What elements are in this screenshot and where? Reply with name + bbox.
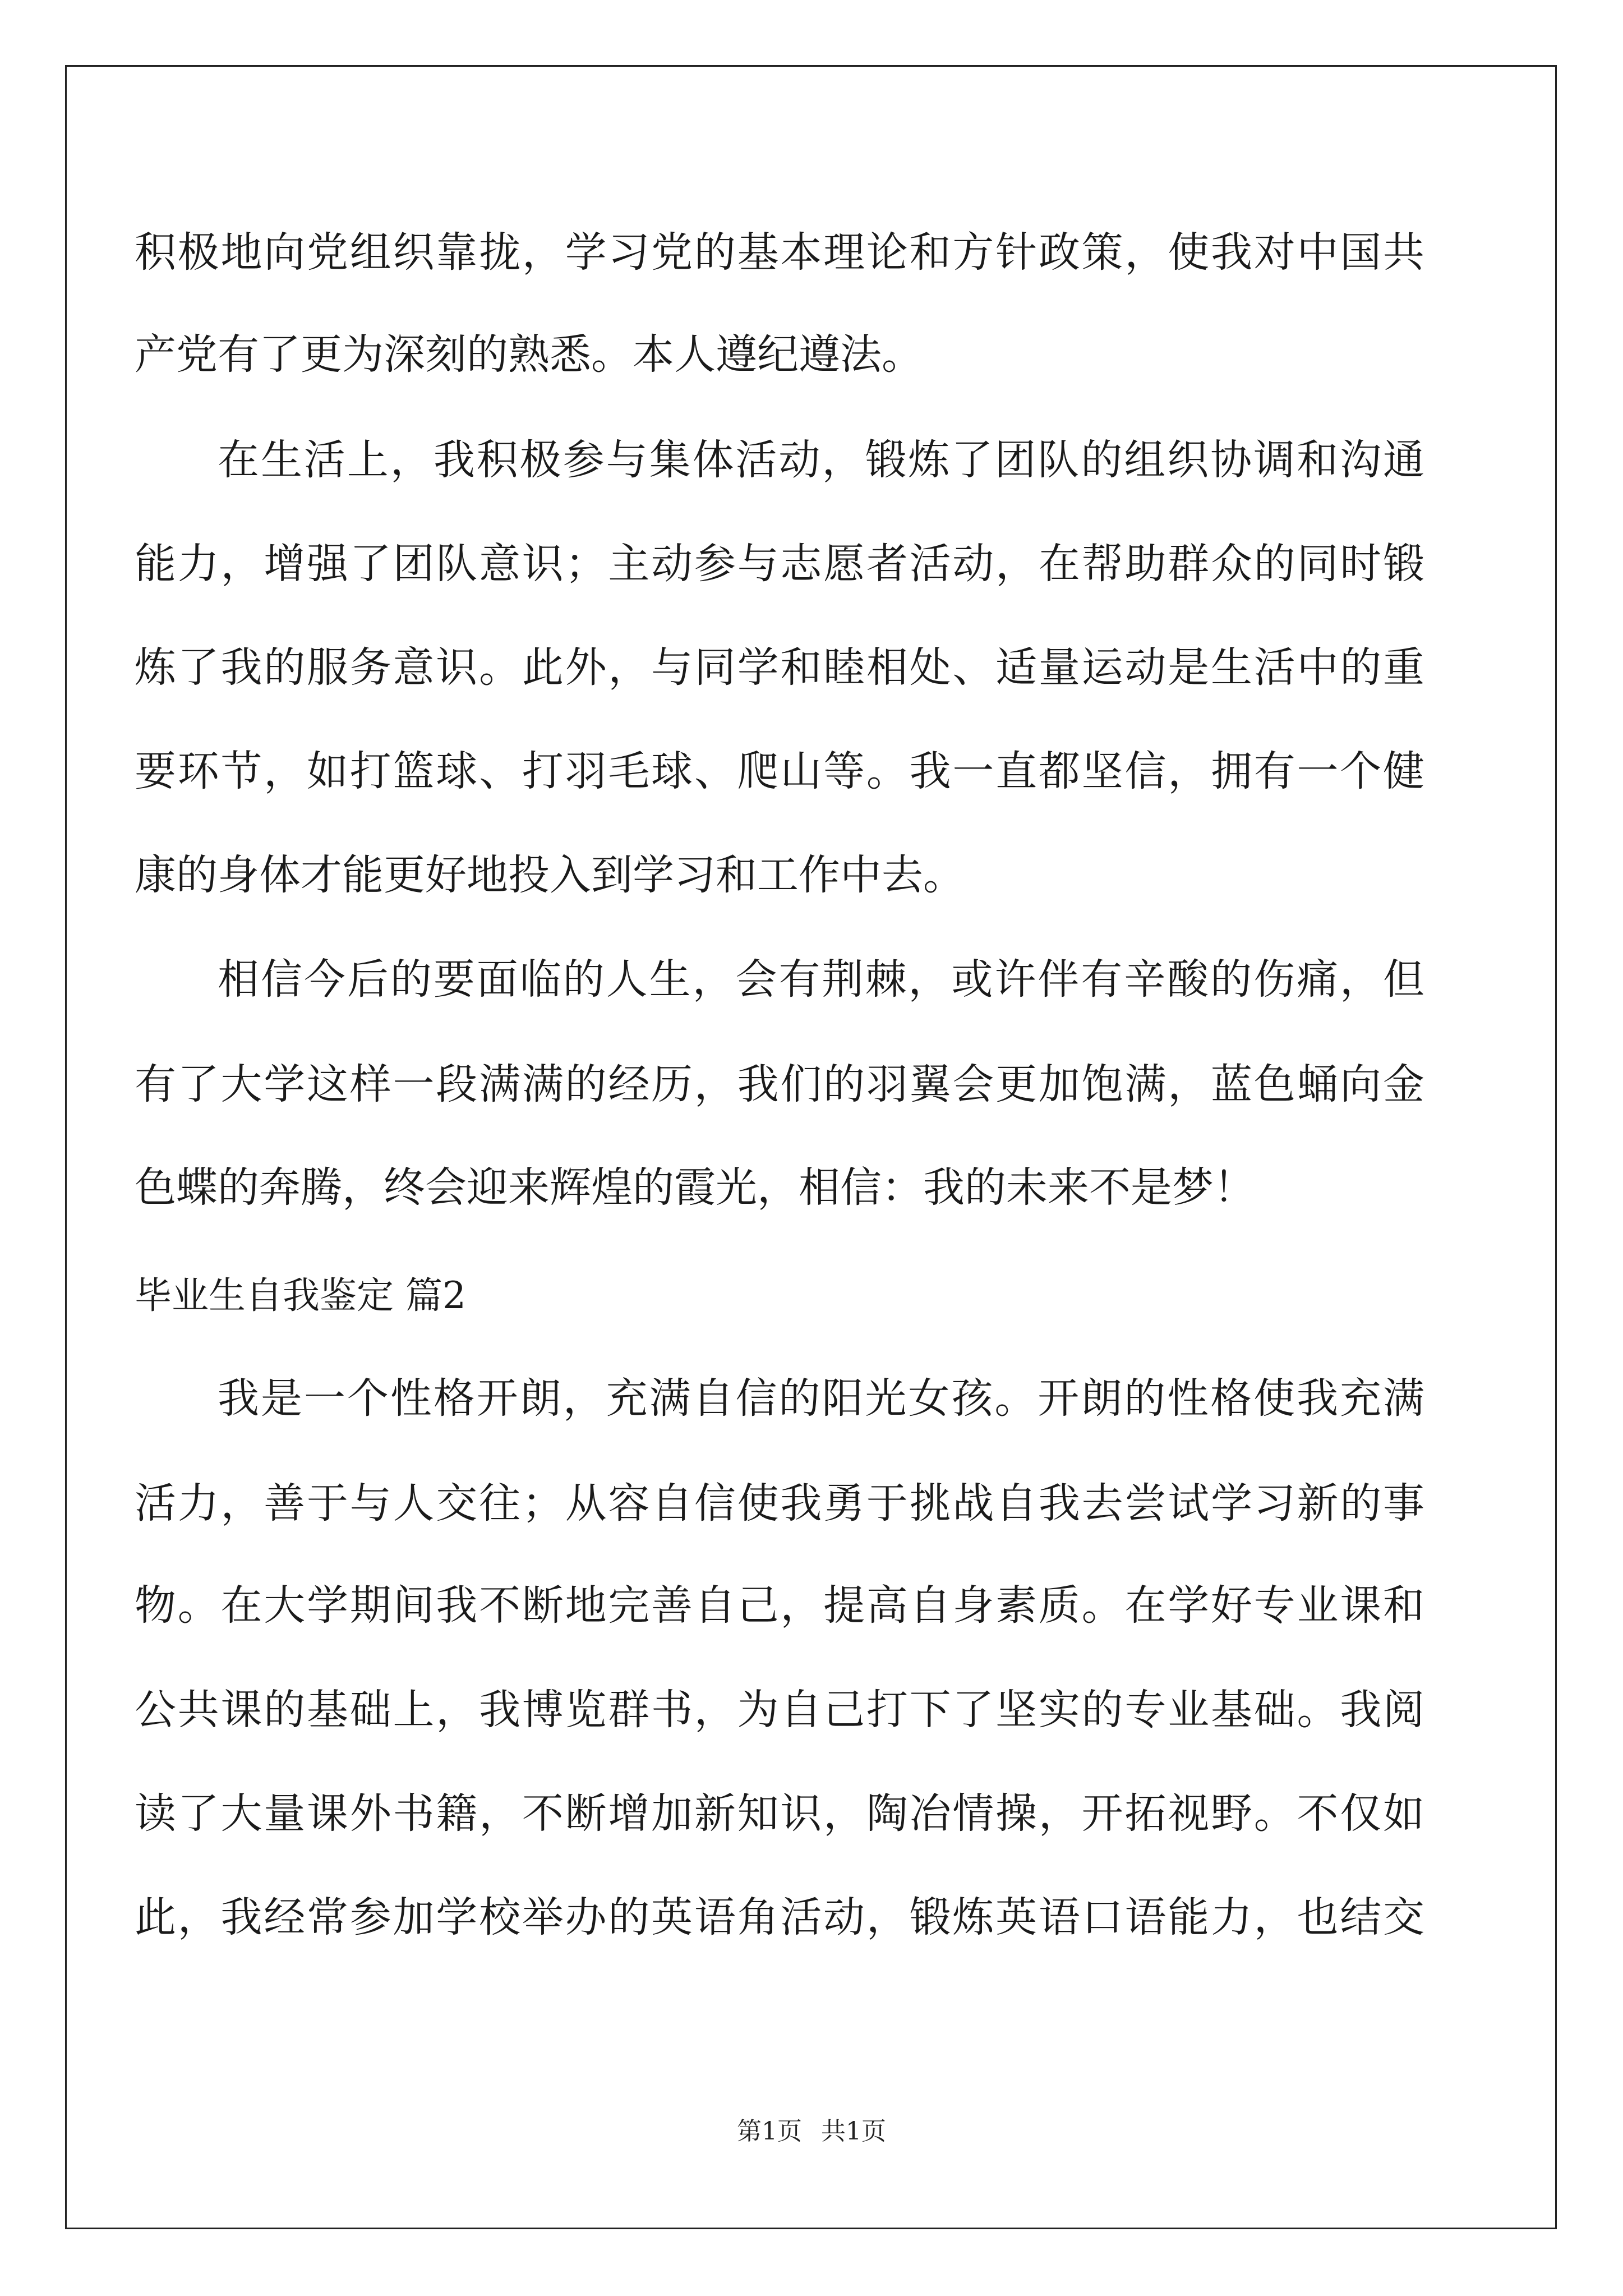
page-footer <box>0 2115 1623 2148</box>
paragraph-line: 此，我经常参加学校举办的英语角活动，锻炼英语口语能力，也结交 <box>135 1893 1424 1941</box>
paragraph-line: 积极地向党组织靠拢，学习党的基本理论和方针政策，使我对中国共 <box>135 228 1424 277</box>
paragraph-line: 读了大量课外书籍，不断增加新知识，陶冶情操，开拓视野。不仅如 <box>135 1789 1424 1838</box>
section-heading: 毕业生自我鉴定 篇2 <box>135 1274 466 1317</box>
paragraph-line: 相信今后的要面临的人生，会有荆棘，或许伴有辛酸的伤痛，但 <box>218 955 1424 1004</box>
paragraph-line: 有了大学这样一段满满的经历，我们的羽翼会更加饱满，蓝色蛹向金 <box>135 1060 1424 1108</box>
paragraph-line: 色蝶的奔腾，终会迎来辉煌的霞光，相信：我的未来不是梦！ <box>135 1163 1255 1212</box>
page-number: 第1页 <box>737 2117 802 2146</box>
paragraph-line: 物。在大学期间我不断地完善自己，提高自身素质。在学好专业课和 <box>135 1581 1424 1630</box>
paragraph-line: 炼了我的服务意识。此外，与同学和睦相处、适量运动是生活中的重 <box>135 643 1424 692</box>
paragraph-line: 能力，增强了团队意识；主动参与志愿者活动，在帮助群众的同时锻 <box>135 540 1424 588</box>
paragraph-line: 活力，善于与人交往；从容自信使我勇于挑战自我去尝试学习新的事 <box>135 1479 1424 1527</box>
page-total: 共1页 <box>821 2117 886 2146</box>
paragraph-line: 要环节，如打篮球、打羽毛球、爬山等。我一直都坚信，拥有一个健 <box>135 747 1424 795</box>
paragraph-line: 在生活上，我积极参与集体活动，锻炼了团队的组织协调和沟通 <box>218 436 1424 484</box>
paragraph-line: 康的身体才能更好地投入到学习和工作中去。 <box>135 851 965 899</box>
paragraph-line: 我是一个性格开朗，充满自信的阳光女孩。开朗的性格使我充满 <box>218 1374 1424 1423</box>
paragraph-line: 产党有了更为深刻的熟悉。本人遵纪遵法。 <box>135 330 923 379</box>
paragraph-line: 公共课的基础上，我博览群书，为自己打下了坚实的专业基础。我阅 <box>135 1686 1424 1734</box>
